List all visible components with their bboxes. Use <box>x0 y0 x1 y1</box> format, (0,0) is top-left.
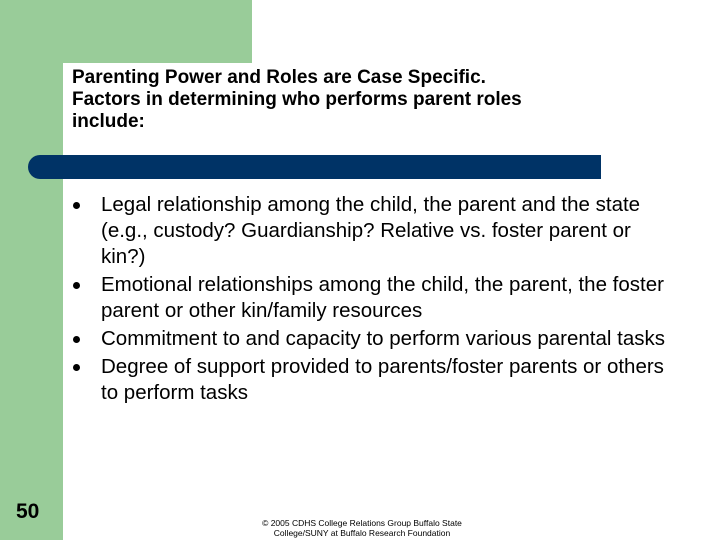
title-line: Factors in determining who performs parent roles <box>72 89 522 110</box>
list-item <box>70 272 670 324</box>
footer-line: © 2005 CDHS College Relations Group Buffalo State <box>262 518 462 528</box>
slide-title <box>72 67 672 133</box>
bullet-dot-icon <box>73 282 80 289</box>
list-item <box>70 354 670 406</box>
decorative-green-top-band <box>63 0 252 63</box>
title-divider-bar <box>28 155 601 179</box>
slide-number: 50 <box>16 500 40 523</box>
bullet-list <box>70 192 670 408</box>
bullet-text: Degree of support provided to parents/foster parents or others to perform tasks <box>101 355 664 404</box>
bullet-dot-icon <box>73 202 80 209</box>
bullet-dot-icon <box>73 336 80 343</box>
title-line: include: <box>72 111 145 132</box>
footer-copyright <box>222 518 502 538</box>
bullet-text: Legal relationship among the child, the parent and the state (e.g., custody? Guardianship? Relative vs. foster parent or kin?) <box>101 193 641 268</box>
list-item <box>70 326 670 352</box>
decorative-green-left-band <box>0 0 63 540</box>
bullet-text: Emotional relationships among the child, the parent, the foster parent or other kin/family resources <box>101 273 664 322</box>
bullet-text: Commitment to and capacity to perform various parental tasks <box>101 327 665 350</box>
title-line: Parenting Power and Roles are Case Specific. <box>72 67 486 88</box>
footer-line: College/SUNY at Buffalo Research Foundation <box>273 528 451 538</box>
bullet-dot-icon <box>73 364 80 371</box>
list-item <box>70 192 670 270</box>
